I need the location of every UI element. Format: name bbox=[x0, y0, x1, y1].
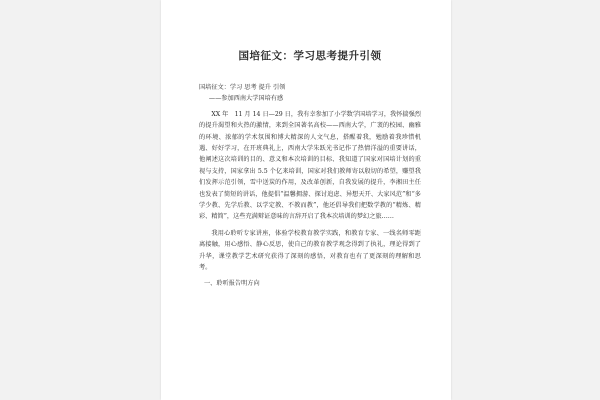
document-page bbox=[161, 0, 451, 400]
document-title: 国培征文：学习思考提升引领 bbox=[238, 50, 382, 62]
document-content bbox=[199, 48, 421, 289]
document-subtitle: ——参加西南大学国培有感 bbox=[208, 95, 284, 103]
body-paragraph: 我用心聆听专家讲座，体验学校教育教学实践，和教育专家、一线名师零距离接触，用心感悟、静心反思，使自己的教育教学观念得到了执礼，理论得到了升华，课堂教学艺术研究获得了深刻的感悟，对教育也有了更深刻的理解和思考。 bbox=[199, 229, 421, 272]
keywords-line: 国培征文：学习 思考 提升 引领 bbox=[199, 84, 286, 91]
section-heading: 一、聆听报告明方向 bbox=[203, 279, 260, 287]
body-paragraph: XX 年 11 月 14 日—29 日，我有幸参加了小学数学国培学习，我怀揣强烈的提升渴望和火热的激情，来到全国著名高校——西南大学，广袤的校园、幽雅的环境、浓郁的学术氛围和博大精深的人文气息，搭醒着我，勉励着我珍惜机遇、好好学习，在开班典礼上，西南大学朱跃光书记作了热情洋溢的重要讲话，他阐述这次培训的目的、意义和本次培训的目标、我知道了国家对国培计划的重视与支持，国家拿出 5.5 个亿来培训，国家对我们教师寄以殷切的希望，赚望我们发挥示范引领，雪中送炭的作用，及改革创新，自我发展的提升，李湘田主任也发表了简短的讲话，他提倡“温馨拥游、探讨追虑、异想天开、大家风范”和“多学少教、先学后教、以学定教、不教而教”，他还倡导我们把数学教的“精炼、精彩、精简”，这些充满辩证意味的言辞开启了我本次培训的梦幻之旅…… bbox=[199, 110, 421, 221]
